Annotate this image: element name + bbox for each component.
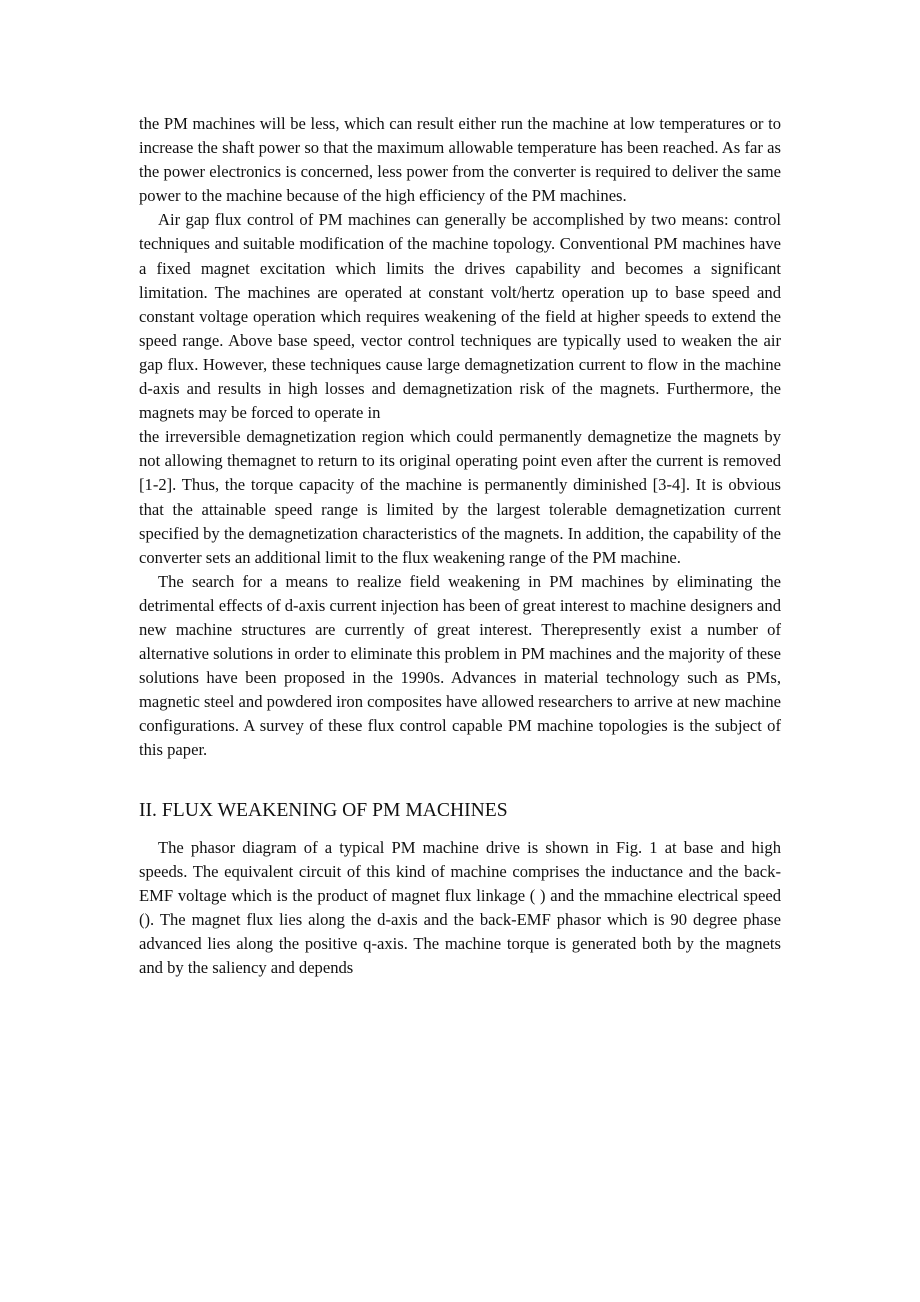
document-page (139, 112, 781, 980)
paragraph-field-weakening-survey: The search for a means to realize field weakening in PM machines by eliminating the detrimental effects of d-axis current injection has been of great interest to machine designers and new machine structures are currently of great interest. Therepresently exist a number of alternative solutions in order to eliminate this problem in PM machines and the majority of these solutions have been proposed in the 1990s. Advances in material technology such as PMs, magnetic steel and powdered iron composites have allowed researchers to arrive at new machine configurations. A survey of these flux control capable PM machine topologies is the subject of this paper. (139, 571, 781, 760)
paragraph-phasor-diagram: The phasor diagram of a typical PM machine drive is shown in Fig. 1 at base and high speeds. The equivalent circuit of this kind of machine comprises the inductance and the back-EMF voltage which is the product of magnet flux linkage ( ) and the mmachine electrical speed (). The magnet flux lies along the d-axis and the back-EMF phasor which is 90 degree phase advanced lies along the positive q-axis. The machine torque is generated both by the magnets and by the saliency and depends (139, 837, 781, 977)
section-heading: II. FLUX WEAKENING OF PM MACHINES (139, 799, 508, 821)
paragraph-flux-control: Air gap flux control of PM machines can generally be accomplished by two means: control techniques and suitable modification of the machine topology. Conventional PM machines have a fixed magnet excitation which limits the drives capability and becomes a significant limitation. The machines are operated at constant volt/hertz operation up to base speed and constant voltage operation which requires weakening of the field at higher speeds to extend the speed range. Above base speed, vector control techniques are typically used to weaken the air gap flux. However, these techniques cause large demagnetization current to flow in the machine d-axis and results in high losses and demagnetization risk of the magnets. Furthermore, the magnets may be forced to operate in (139, 210, 781, 423)
paragraph-efficiency: the PM machines will be less, which can result either run the machine at low temperatures or to increase the shaft power so that the maximum allowable temperature has been reached. As far as the power electronics is concerned, less power from the converter is required to deliver the same power to the machine because of the high efficiency of the PM machines. (139, 114, 781, 206)
paragraph-demagnetization: the irreversible demagnetization region which could permanently demagnetize the magnets by not allowing themagnet to return to its original operating point even after the current is removed [1-2]. Thus, the torque capacity of the machine is permanently diminished [3-4]. It is obvious that the attainable speed range is limited by the largest tolerable demagnetization current specified by the demagnetization characteristics of the magnets. In addition, the capability of the converter sets an additional limit to the flux weakening range of the PM machine. (139, 427, 781, 567)
